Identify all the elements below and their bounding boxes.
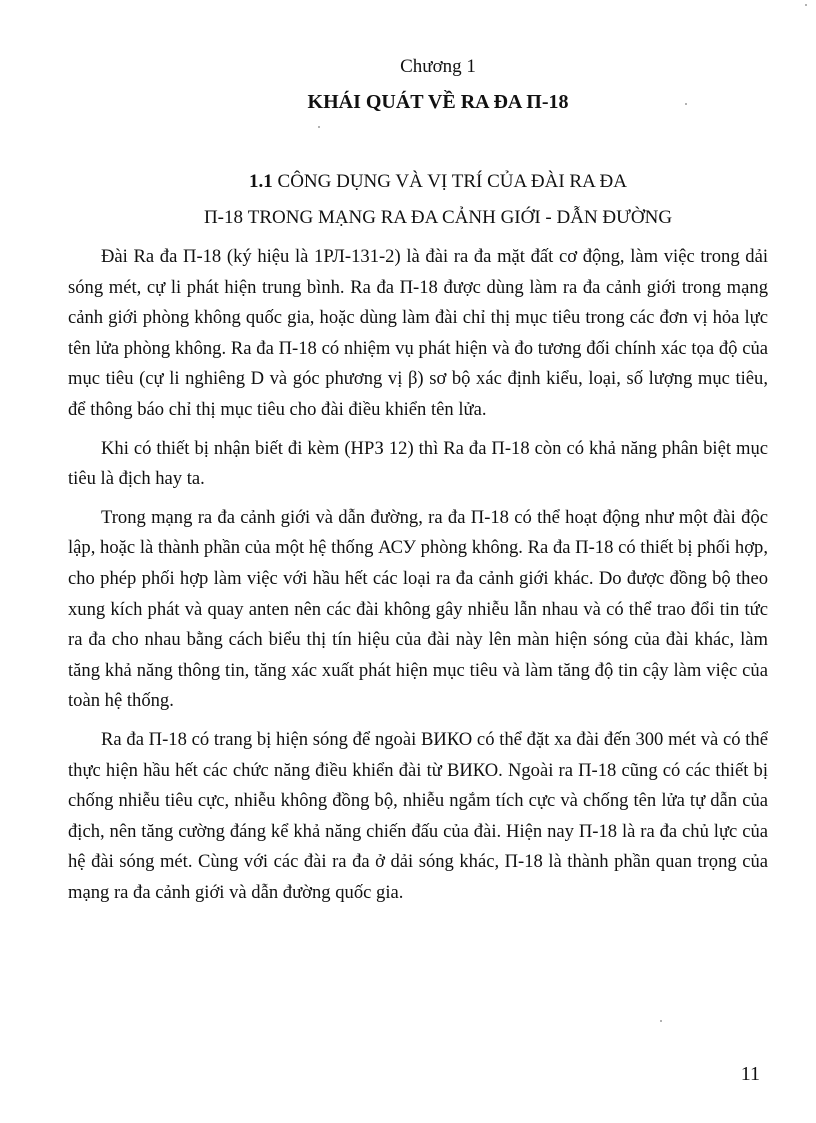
paragraph-network-role: Trong mạng ra đa cảnh giới và dẫn đường, ra đa П-18 có thể hoạt động như một đài độc lập, hoặc là thành phần của một hệ thống АСУ phòng không. Ra đa П-18 có thiết bị phối hợp, cho phép phối hợp làm việc với hầu hết các loại ra đa cảnh giới khác. Do được đồng bộ theo xung kích phát và quay anten nên các đài không gây nhiễu lẫn nhau và có thể trao đổi tin tức ra đa cho nhau bằng cách biểu thị tín hiệu của đài này lên màn hiện sóng của đài khác, làm tăng khả năng thông tin, tăng xác xuất phát hiện mục tiêu và làm tăng độ tin cậy làm việc của toàn hệ thống. (68, 506, 768, 712)
scan-speck (805, 4, 807, 6)
paragraph-purpose: Đài Ra đa П-18 (ký hiệu là 1РЛ-131-2) là đài ra đa mặt đất cơ động, làm việc trong dải sóng mét, cự li phát hiện trung bình. Ra đa П-18 được dùng làm ra đa cảnh giới trong mạng cảnh giới phòng không quốc gia, hoặc dùng làm đài chỉ thị mục tiêu trong các đơn vị hỏa lực tên lửa phòng không. Ra đa П-18 có nhiệm vụ phát hiện và đo tương đối chính xác tọa độ của mục tiêu (cự li nghiêng D và góc phương vị β) sơ bộ xác định kiểu, loại, số lượng mục tiêu, để thông báo chỉ thị mục tiêu cho đài điều khiển tên lửa. (68, 246, 768, 420)
body-text (68, 242, 768, 916)
section-title-line-1: CÔNG DỤNG VÀ VỊ TRÍ CỦA ĐÀI RA ĐA (277, 171, 627, 192)
scan-speck (660, 1020, 662, 1022)
paragraph-iff: Khi có thiết bị nhận biết đi kèm (НРЗ 12) thì Ra đa П-18 còn có khả năng phân biệt mục tiêu là địch hay ta. (68, 437, 768, 490)
section-heading-line-2: П-18 TRONG MẠNG RA ĐA CẢNH GIỚI - DẪN ĐƯỜNG (203, 207, 673, 228)
section-number: 1.1 (249, 171, 273, 192)
scan-speck (685, 103, 687, 105)
scan-speck (318, 126, 320, 128)
section-heading-line-1 (0, 171, 816, 193)
paragraph-remote-display: Ra đa П-18 có trang bị hiện sóng để ngoài ВИКО có thể đặt xa đài đến 300 mét và có thể thực hiện hầu hết các chức năng điều khiển đài từ ВИКО. Ngoài ra П-18 cũng có các thiết bị chống nhiễu tiêu cực, nhiễu không đồng bộ, nhiễu ngắm tích cực và chống tên lửa tự dẫn của địch, nên tăng cường đáng kể khả năng chiến đấu của đài. Hiện nay П-18 là ra đa chủ lực của hệ đài sóng mét. Cùng với các đài ra đa ở dải sóng khác, П-18 là thành phần quan trọng của mạng ra đa cảnh giới và dẫn đường quốc gia. (68, 728, 768, 903)
chapter-label: Chương 1 (400, 56, 476, 77)
chapter-title: KHÁI QUÁT VỀ RA ĐA П-18 (307, 91, 569, 113)
page-number: 11 (740, 1063, 760, 1085)
